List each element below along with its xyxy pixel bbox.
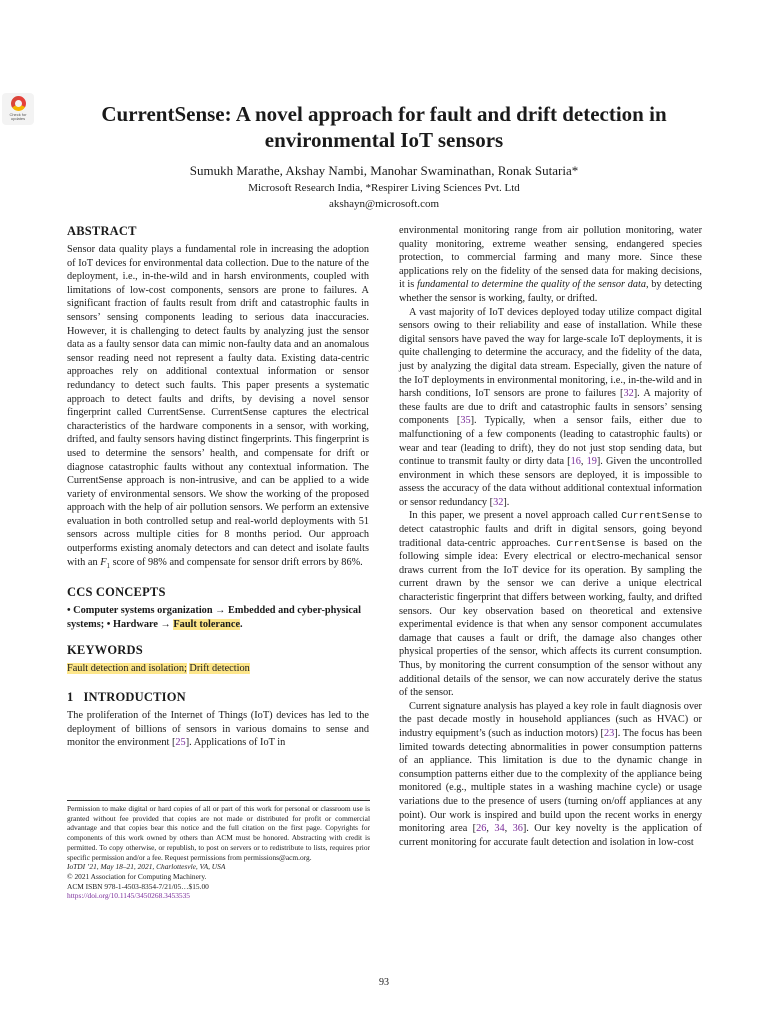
doi-link[interactable]: https://doi.org/10.1145/3450268.3453535 xyxy=(67,891,190,901)
citation-link[interactable]: 25 xyxy=(175,737,186,749)
abstract-text: Sensor data quality plays a fundamental role in increasing the adoption of IoT devices for environmental data collection. Due to the nature of the deployment, i.e., in-the-wild and in harsh environments, coupled with limitations of low-cost components, sensors are prone to failures. A significant fraction of faults result from drift and catastrophic faults in sensors’ sensing components leading to serious data inaccuracies. However, it is challenging to detect faults by analyzing just the sensor data as a faulty sensor data can mimic non-faulty data and an anomalous sensor reading need not represent a faulty data. Existing data-centric approaches rely on additional contextual information or sensor redundancy to detect such faults. This paper presents a systematic approach to detect faults and drifts, by devising a novel sensor fingerprint called CurrentSense. CurrentSense captures the electrical characteristics of the hardware components in a sensor, with working, drifted, and faulty sensors having distinct fingerprints. This fingerprint is used to determine the sensors’ health, and compensate for drift or diagnose catastrophic faults without any contextual information. The CurrentSense approach is non-intrusive, and can be applied to a wide variety of environmental sensors. We show the working of the proposed approach with the help of air pollution sensors. We perform an extensive evaluation in both controlled setup and real-world deployments with 51 sensors across multiple cities for 8 months period. Our approach outperforms existing anomaly detectors and can detect and isolate faults with an $F_1$ score of 98% and compensate for sensor drift errors by 86%. xyxy=(67,244,369,570)
paper-title: CurrentSense: A novel approach for fault and drift detection in environmental IoT sensors xyxy=(101,102,667,152)
ccs-concepts: • Computer systems organization → Embedded and cyber-physical systems; • Hardware → Fault tolerance. xyxy=(67,605,361,630)
keywords-list xyxy=(67,662,369,676)
citation-link[interactable]: 19 xyxy=(586,456,597,468)
intro-heading: 1 INTRODUCTION xyxy=(67,690,186,705)
intro-paragraph: The proliferation of the Internet of Things (IoT) devices has led to the deployment of billions of sensors in various domains to sense and monitor the environment [25]. Applications of IoT in xyxy=(67,710,369,749)
keyword-drift-detection: Drift detection xyxy=(189,663,250,675)
right-paragraph-2: A vast majority of IoT devices deployed today utilize compact digital sensors owing to their reliability and ease of installation. While these digital sensors have paved the way for large-scale IoT deployments, it is quite challenging to determine the accuracy, and the fidelity of the data, just by analyzing the digital data stream. Especially, given the nature of the IoT deployments in environmental monitoring, i.e., in-the-wild and in harsh conditions, IoT sensors are prone to failures [32]. A majority of these faults are due to drift and catastrophic faults in sensors’ sensing components [35]. Typically, when a sensor fails, either due to malfunctioning of a few components (leading to catastrophic faults) or wear and tear (leading to drift), they do not just stop sending data, but continue to transmit faulty or dirty data [16, 19]. Given the uncontrolled environment in which these sensors are deployed, it is impossible to assess the accuracy of the data without additional contextual information or sensor redundancy [32]. xyxy=(399,306,702,508)
right-paragraph-4: Current signature analysis has played a key role in fault diagnosis over the past decade mostly in household appliances (such as HVAC) or industry equipment’s (such as induction motors) [23]. The focus has been limited towards detecting abnormalities in power consumption patterns of an appliance. This limitation is due to the dynamic change in consumption patterns either due to the complexity of the appliance being monitored (e.g., multiple states in a washing machine cycle) or usage variations due to the presence of users (turning on/off appliances at any point). Our work is inspired and build upon the recent works in energy monitoring area [26, 34, 36]. Our key novelty is the application of current monitoring for accurate fault detection and isolation in low-cost xyxy=(399,700,703,848)
badge-label: Check for updates xyxy=(9,112,27,121)
keyword-fault-detection: Fault detection and isolation; xyxy=(67,663,187,675)
check-for-updates-icon xyxy=(11,96,26,111)
citation-link[interactable]: 34 xyxy=(494,823,505,835)
right-column xyxy=(399,224,702,849)
highlight-fault-tolerance: Fault tolerance xyxy=(173,618,241,630)
citation-link[interactable]: 32 xyxy=(623,388,634,400)
abstract-heading: ABSTRACT xyxy=(67,224,137,238)
citation-link[interactable]: 26 xyxy=(476,823,487,835)
authors: Sumukh Marathe, Akshay Nambi, Manohar Swaminathan, Ronak Sutaria* xyxy=(189,163,579,178)
permission-footnote: Permission to make digital or hard copies of all or part of this work for personal or classroom use is granted without fee provided that copies are not made or distributed for profit or commercial advantage and that copies bear this notice and the full citation on the first page. Copyrights for components of this work owned by others than ACM must be honored. Abstracting with credit is permitted. To copy otherwise, or republish, to post on servers or to redistribute to lists, requires prior specific permission and/or a fee. Request permissions from permissions@acm.org. IoTDI ’21, May 18–21, 2021, Charlottesvle, VA, USA © 2021 Association for Computing Machinery. ACM ISBN 978-1-4503-8354-7/21/05…$15.00 https://doi.org/10.1145/3450268.3453535 xyxy=(67,800,370,901)
affiliation: Microsoft Research India, *Respirer Living Sciences Pvt. Ltd xyxy=(248,182,520,194)
citation-link[interactable]: 36 xyxy=(512,823,523,835)
citation-link[interactable]: 32 xyxy=(493,496,504,508)
email: akshayn@microsoft.com xyxy=(328,198,440,210)
left-column xyxy=(67,224,369,750)
ccs-heading: CCS CONCEPTS xyxy=(67,585,166,600)
right-paragraph-1: environmental monitoring range from air pollution monitoring, water quality monitoring, extreme weather sensing, endangered species protection, to commercial farming and many more. Since these applications rely on the fidelity of the sensed data for making decisions, it is fundamental to determine the quality of the sensor data, by detecting whether the sensor is working, faulty, or drifted. xyxy=(399,225,702,304)
keywords-heading: KEYWORDS xyxy=(67,643,143,658)
page-number: 93 xyxy=(379,977,389,988)
citation-link[interactable]: 23 xyxy=(603,727,615,739)
check-for-updates-badge[interactable] xyxy=(2,93,34,125)
citation-link[interactable]: 16 xyxy=(570,456,581,468)
right-paragraph-3: In this paper, we present a novel approach called CurrentSense to detect catastrophic faults and drift in digital sensors, going beyond traditional data-centric approaches. CurrentSense is based on the following simple idea: Every electrical or electro-mechanical sensor draws current from the IoT device for its operation. By sampling the current drawn by the sensor we can derive a unique electrical characteristic fingerprint that differs between working, faulty, and drifted sensors. Our key observation based on theoretical and extensive experimental evidence is that when any sensor component accumulates damage that causes a fault or drift, the damage also changes other physical properties of the sensor, which affects its current consumption. Thus, by monitoring the current consumption of the sensor without any additional details of the sensor, we can now accurately derive the status of the sensor. xyxy=(399,510,702,699)
citation-link[interactable]: 35 xyxy=(460,415,471,427)
